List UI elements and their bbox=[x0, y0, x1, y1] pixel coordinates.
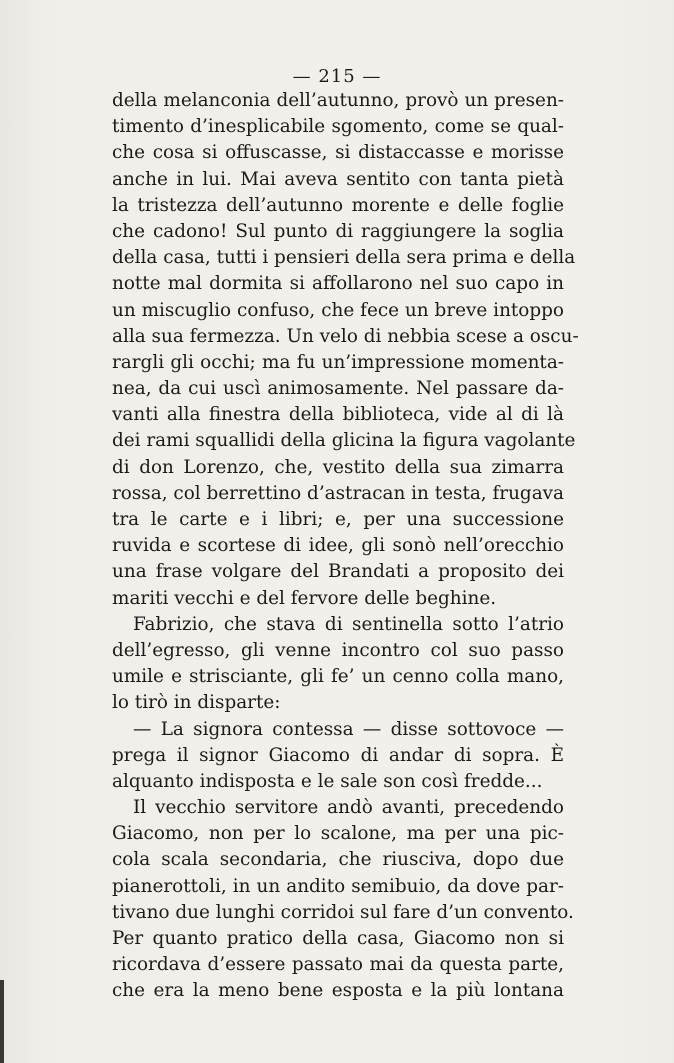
text-line: della melanconia dell’autunno, provò un presen- bbox=[112, 90, 564, 111]
text-line: cola scala secondaria, che riusciva, dopo due bbox=[112, 849, 564, 871]
text-line: mariti vecchi e del fervore delle beghine. bbox=[112, 587, 497, 609]
text-line: la tristezza dell’autunno morente e delle foglie bbox=[112, 194, 564, 216]
text-line: Fabrizio, che stava di sentinella sotto l’atrio bbox=[133, 613, 564, 635]
text-line: pianerottoli, in un andito semibuio, da dove par- bbox=[112, 875, 564, 897]
text-line: lo tirò in disparte: bbox=[112, 692, 281, 714]
text-line: rossa, col berrettino d’astracan in testa, frugava bbox=[112, 482, 565, 504]
text-line: una frase volgare del Brandati a proposito dei bbox=[112, 561, 564, 583]
text-line: nea, da cui uscì animosamente. Nel passare da- bbox=[112, 378, 564, 400]
text-line: alla sua fermezza. Un velo di nebbia scese a oscu- bbox=[112, 325, 579, 347]
text-line: vanti alla finestra della biblioteca, vide al di là bbox=[112, 404, 564, 426]
text-line: ricordava d’essere passato mai da questa parte, bbox=[112, 954, 564, 976]
page-edge-shadow bbox=[0, 980, 4, 1063]
text-line: che cadono! Sul punto di raggiungere la soglia bbox=[112, 220, 564, 242]
text-line: anche in lui. Mai aveva sentito con tanta pietà bbox=[112, 168, 564, 190]
text-line: ruvida e scortese di idee, gli sonò nell’orecchio bbox=[112, 535, 564, 557]
text-line: Giacomo, non per lo scalone, ma per una pic- bbox=[112, 823, 564, 845]
text-line: tivano due lunghi corridoi sul fare d’un convento. bbox=[112, 901, 574, 923]
text-line: umile e strisciante, gli fe’ un cenno colla mano, bbox=[112, 666, 564, 688]
text-line: — La signora contessa — disse sottovoce — bbox=[133, 718, 564, 740]
text-line: Il vecchio servitore andò avanti, precedendo bbox=[133, 797, 564, 819]
body-text bbox=[112, 88, 579, 1005]
text-line: dei rami squallidi della glicina la figura vagolante bbox=[112, 430, 576, 452]
text-line: Per quanto pratico della casa, Giacomo non si bbox=[112, 928, 564, 949]
text-line: di don Lorenzo, che, vestito della sua zimarra bbox=[112, 456, 564, 478]
text-line: un miscuglio confuso, che fece un breve intoppo bbox=[112, 299, 564, 321]
text-line: rargli gli occhi; ma fu un’impressione momenta- bbox=[112, 351, 564, 373]
text-line: della casa, tutti i pensieri della sera prima e della bbox=[112, 247, 576, 269]
page-number: — 215 — bbox=[292, 66, 382, 87]
text-line: timento d’inesplicabile sgomento, come se qual- bbox=[112, 116, 564, 138]
text-line: che cosa si offuscasse, si distaccasse e morisse bbox=[112, 142, 564, 164]
text-line: tra le carte e i libri; e, per una successione bbox=[112, 509, 564, 530]
text-line: notte mal dormita si affollarono nel suo capo in bbox=[112, 273, 564, 295]
text-line: dell’egresso, gli venne incontro col suo passo bbox=[112, 639, 564, 661]
text-line: prega il signor Giacomo di andar di sopra. È bbox=[112, 744, 564, 766]
text-line: alquanto indisposta e le sale son così fredde... bbox=[112, 770, 543, 792]
text-line: che era la meno bene esposta e la più lontana bbox=[112, 980, 564, 1002]
